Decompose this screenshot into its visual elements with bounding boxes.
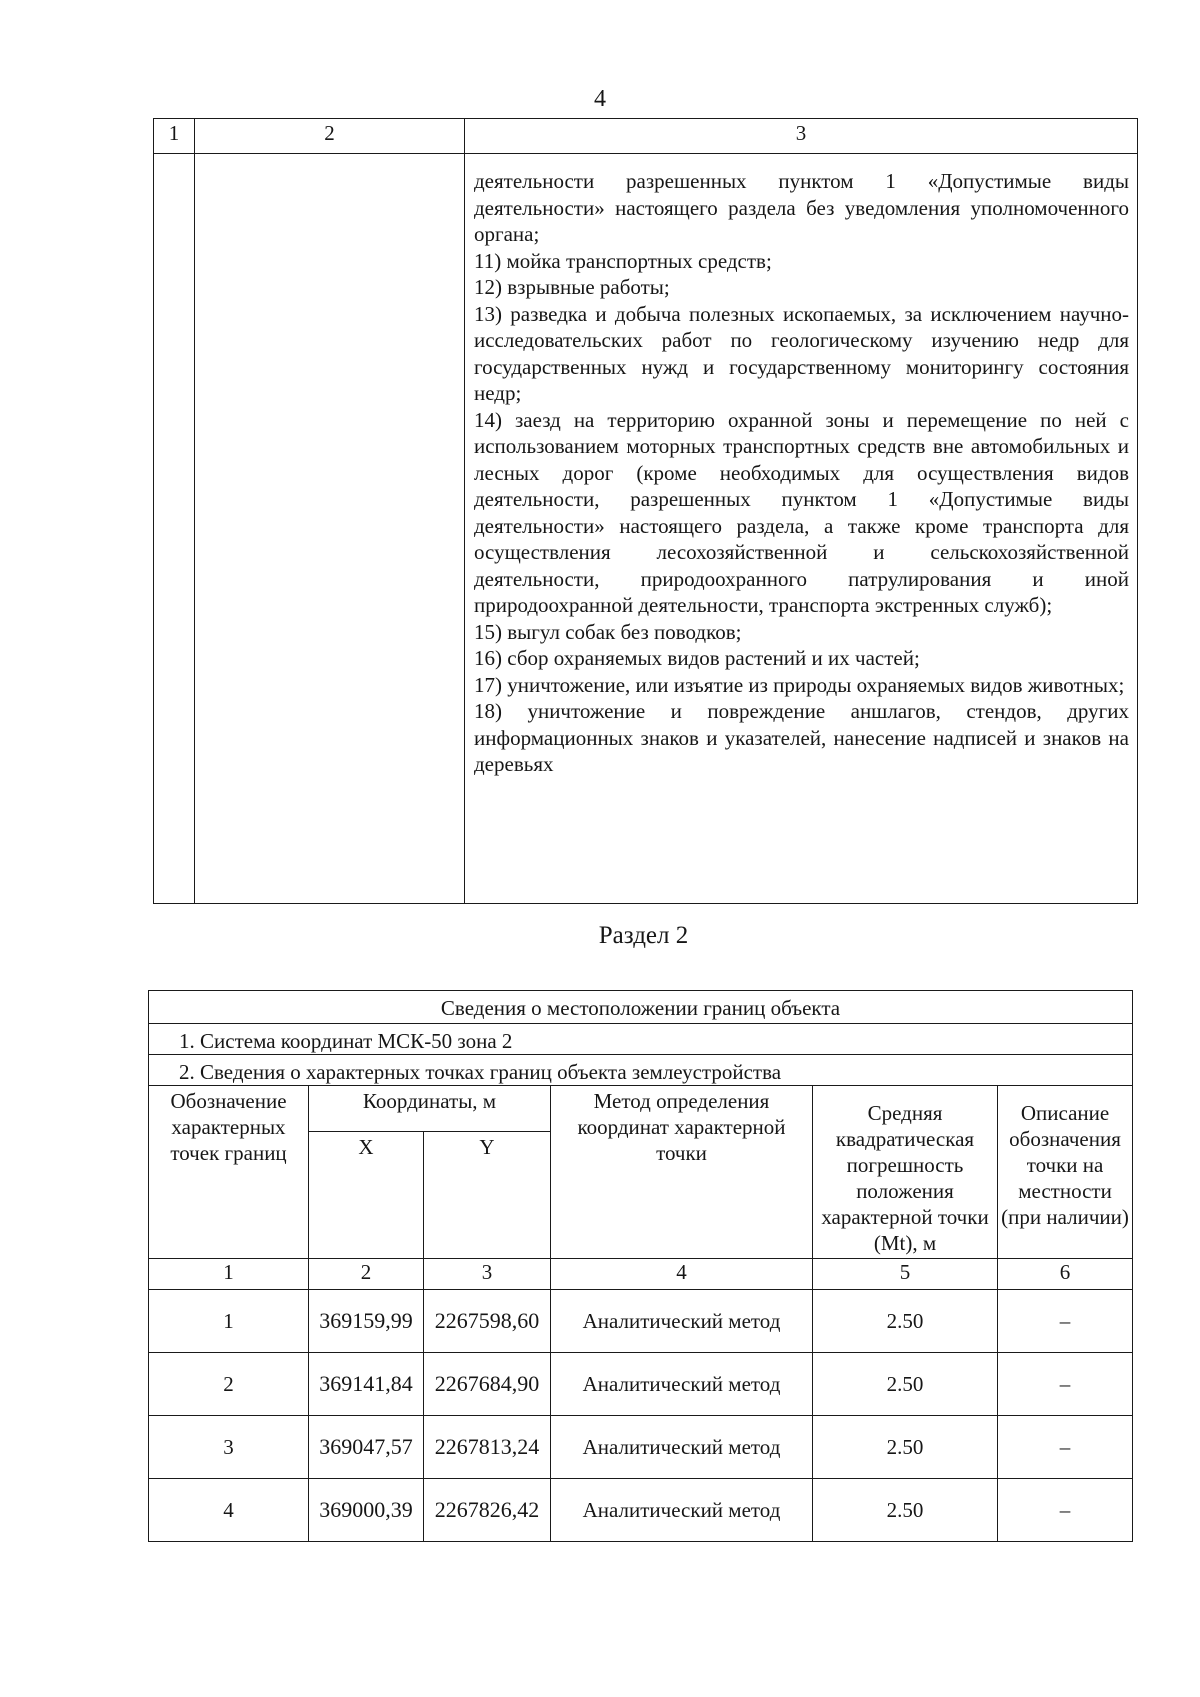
list-item: 15) выгул собак без поводков; <box>474 619 742 644</box>
coordinate-x: 369141,84 <box>309 1353 424 1416</box>
coordinate-system-row: 1. Система координат МСК-50 зона 2 <box>149 1024 1133 1055</box>
table-row <box>149 1416 1133 1479</box>
page-number: 4 <box>594 86 606 112</box>
coordinate-y: 2267598,60 <box>424 1290 551 1353</box>
method: Аналитический метод <box>551 1479 813 1542</box>
boundary-points-table <box>148 990 1133 1542</box>
method: Аналитический метод <box>551 1290 813 1353</box>
method: Аналитический метод <box>551 1353 813 1416</box>
point-description: – <box>998 1353 1133 1416</box>
column-number-1: 1 <box>154 119 195 154</box>
list-item: 13) разведка и добыча полезных ископаемых, за исключением научно-исследовательских работ по геологическому изучению недр для государственных нужд и государственному мониторингу состояния недр; <box>474 301 1129 405</box>
coordinate-y: 2267684,90 <box>424 1353 551 1416</box>
empty-cell-1 <box>154 154 195 904</box>
prohibited-activities-cell <box>465 154 1138 904</box>
coordinate-x: 369047,57 <box>309 1416 424 1479</box>
column-number-3: 3 <box>465 119 1138 154</box>
list-item: 11) мойка транспортных средств; <box>474 248 772 273</box>
table-row <box>149 1353 1133 1416</box>
restrictions-table <box>153 118 1138 904</box>
coordinate-y: 2267826,42 <box>424 1479 551 1542</box>
mean-error: 2.50 <box>813 1479 998 1542</box>
table-row <box>149 1479 1133 1542</box>
column-numbers-row <box>149 1259 1133 1290</box>
mean-error: 2.50 <box>813 1290 998 1353</box>
column-number: 6 <box>998 1259 1133 1290</box>
coordinate-x: 369000,39 <box>309 1479 424 1542</box>
header-x: X <box>309 1132 424 1259</box>
column-number: 1 <box>149 1259 309 1290</box>
list-item: 17) уничтожение, или изъятие из природы охраняемых видов животных; <box>474 672 1125 697</box>
method: Аналитический метод <box>551 1416 813 1479</box>
coordinate-x: 369159,99 <box>309 1290 424 1353</box>
header-mean-error: Средняя квадратическая погрешность положения характерной точки (Mt), м <box>813 1086 998 1259</box>
header-method: Метод определения координат характерной точки <box>551 1086 813 1259</box>
list-item: 12) взрывные работы; <box>474 275 670 299</box>
mean-error: 2.50 <box>813 1416 998 1479</box>
points-info-row: 2. Сведения о характерных точках границ объекта землеустройства <box>149 1055 1133 1086</box>
point-description: – <box>998 1416 1133 1479</box>
column-number: 3 <box>424 1259 551 1290</box>
header-point-description: Описание обозначения точки на местности (при наличии) <box>998 1086 1133 1259</box>
header-coordinates: Координаты, м <box>309 1086 551 1132</box>
point-number: 1 <box>149 1290 309 1353</box>
mean-error: 2.50 <box>813 1353 998 1416</box>
column-number-2: 2 <box>195 119 465 154</box>
list-item: деятельности разрешенных пунктом 1 «Допустимые виды деятельности» настоящего раздела без уведомления уполномоченного органа; <box>474 169 1129 246</box>
list-item: 16) сбор охраняемых видов растений и их частей; <box>474 646 920 670</box>
list-item: 14) заезд на территорию охранной зоны и перемещение по ней с использованием моторных транспортных средств вне автомобильных и лесных дорог (кроме необходимых для осуществления видов деятельности, разрешенных пунктом 1 «Допустимые виды деятельности» настоящего раздела, а также кроме транспорта для осуществления лесохозяйственной и сельскохозяйственной деятельности, природоохранного патрулирования и иной природоохранной деятельности, транспорта экстренных служб); <box>474 407 1129 617</box>
column-number: 5 <box>813 1259 998 1290</box>
header-y: Y <box>424 1132 551 1259</box>
header-point-designation: Обозначение характерных точек границ <box>149 1086 309 1259</box>
point-number: 2 <box>149 1353 309 1416</box>
point-number: 4 <box>149 1479 309 1542</box>
table-title: Сведения о местоположении границ объекта <box>149 991 1133 1024</box>
point-description: – <box>998 1479 1133 1542</box>
column-number: 2 <box>309 1259 424 1290</box>
point-description: – <box>998 1290 1133 1353</box>
point-number: 3 <box>149 1416 309 1479</box>
coordinate-y: 2267813,24 <box>424 1416 551 1479</box>
list-item: 18) уничтожение и повреждение аншлагов, стендов, других информационных знаков и указателей, нанесение надписей и знаков на деревьях <box>474 699 1129 776</box>
column-number: 4 <box>551 1259 813 1290</box>
section-title: Раздел 2 <box>598 922 689 949</box>
restrictions-header-row <box>154 119 1138 154</box>
table-row <box>149 1290 1133 1353</box>
empty-cell-2 <box>195 154 465 904</box>
restrictions-body-row <box>154 154 1138 904</box>
